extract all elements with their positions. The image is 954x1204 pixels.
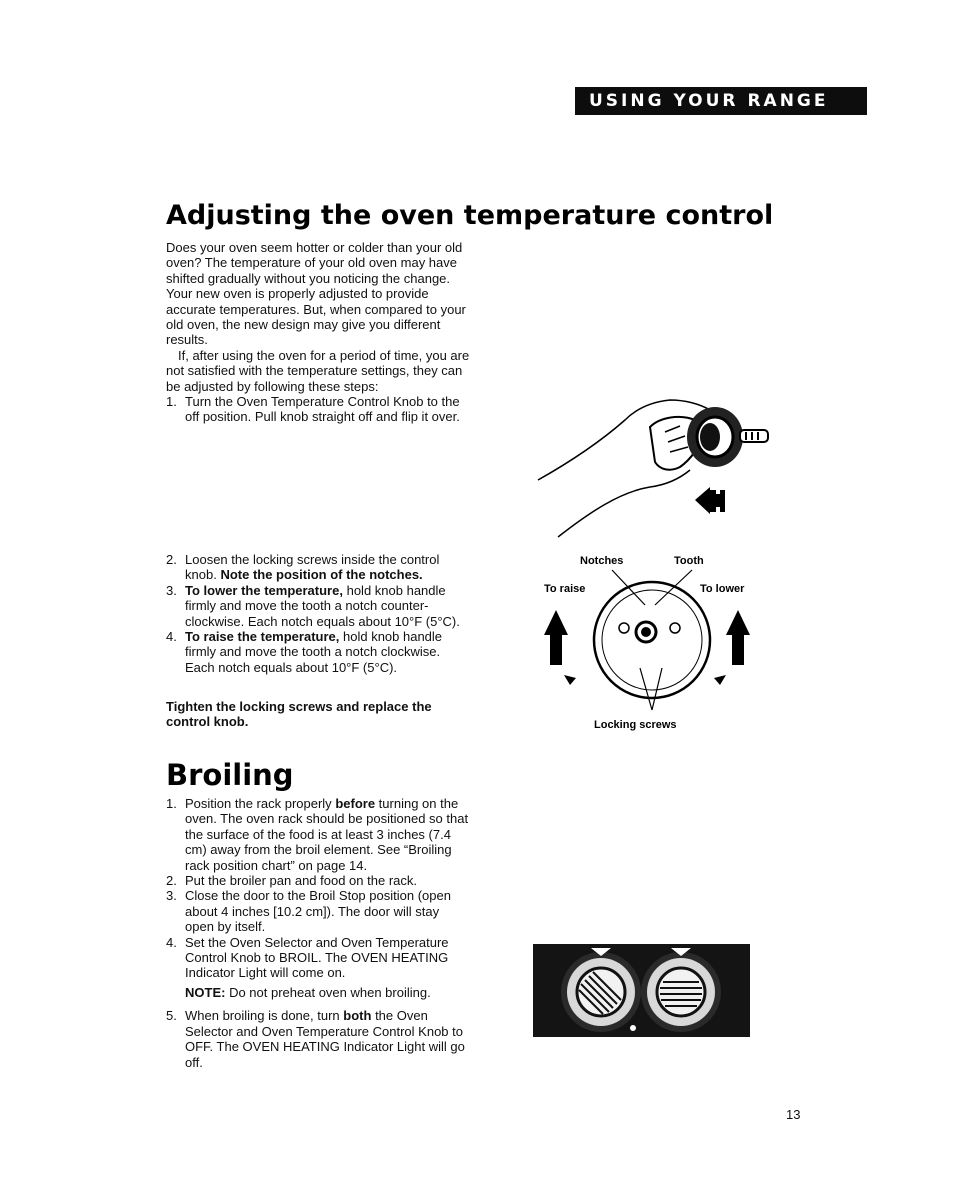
broil-knobs-photo [533,944,750,1037]
step-number: 1. [166,394,177,409]
section-title-broiling: Broiling [166,758,294,792]
step-number: 2. [166,552,177,567]
step-text: Loosen the locking screws inside the control knob. [185,552,440,583]
step-text: Put the broiler pan and food on the rack. [185,873,417,889]
note-label: NOTE: [185,984,226,1000]
label-to-raise: To raise [544,583,586,595]
step-text: Position the rack properly [185,796,332,811]
intro-paragraph-1: Does your oven seem hotter or colder than your old oven? The temperature of your old oven may have shifted gradually without you noticing the change. Your new oven is properly adjusted to provide accurate temperatures. But, when compared to your old oven, the new design may give you different results. [166,240,466,348]
step-text-bold: Note the position of the notches. [220,567,423,583]
note-text: Do not preheat oven when broiling. [229,984,431,1000]
adjust-steps [166,552,471,675]
page-number: 13 [786,1107,801,1122]
step-text: Set the Oven Selector and Oven Temperature Control Knob to BROIL. The OVEN HEATING Indicator Light will come on. [185,934,449,981]
step-text: hold knob handle firmly and move the tooth a notch counter-clockwise. Each notch equals about 10°F (5°C). [185,582,460,629]
intro-text [166,240,471,394]
step-text: hold knob handle firmly and move the tooth a notch clockwise. Each notch equals about 10°F (5°C). [185,629,443,675]
label-notches: Notches [580,555,624,567]
step-1 [166,394,471,425]
knob-adjustment-diagram [540,550,760,735]
step-number: 5. [166,1008,177,1024]
step-text-bold: To raise the temperature, [185,629,340,645]
step-number: 1. [166,796,177,811]
intro-paragraph-2: If, after using the oven for a period of time, you are not satisfied with the temperature settings, they can be adjusted by following these steps: [166,347,470,394]
broiling-steps [166,796,471,1070]
step-text-bold: both [343,1008,372,1024]
label-locking-screws: Locking screws [594,719,677,731]
step-number: 4. [166,934,177,950]
step-number: 4. [166,629,177,645]
section-title-adjusting: Adjusting the oven temperature control [166,200,774,231]
step-text: When broiling is done, turn [185,1008,340,1024]
step-text-bold: before [335,796,376,811]
step-text: Close the door to the Broil Stop position (open about 4 inches [10.2 cm]). The door will stay open by itself. [185,888,451,935]
step-text: the Oven Selector and Oven Temperature Control Knob to OFF. The OVEN HEATING Indicator Light will go off. [185,1008,465,1070]
tighten-instruction: Tighten the locking screws and replace the control knob. [166,699,432,730]
step-text: turning on the oven. The oven rack should be positioned so that the surface of the food is at least 3 inches (7.4 cm) away from the broil element. See “Broiling rack position chart” on page 14. [185,796,469,873]
step-number: 3. [166,582,177,598]
step-number: 3. [166,888,177,904]
section-header: USING YOUR RANGE [575,87,867,115]
label-tooth: Tooth [674,555,704,567]
label-to-lower: To lower [700,583,745,595]
step-text-bold: To lower the temperature, [185,582,343,598]
step-number: 2. [166,873,177,889]
pull-knob-illustration [530,392,790,542]
broiling-note [185,985,471,1000]
step-text: Turn the Oven Temperature Control Knob to the off position. Pull knob straight off and flip it over. [185,394,460,425]
